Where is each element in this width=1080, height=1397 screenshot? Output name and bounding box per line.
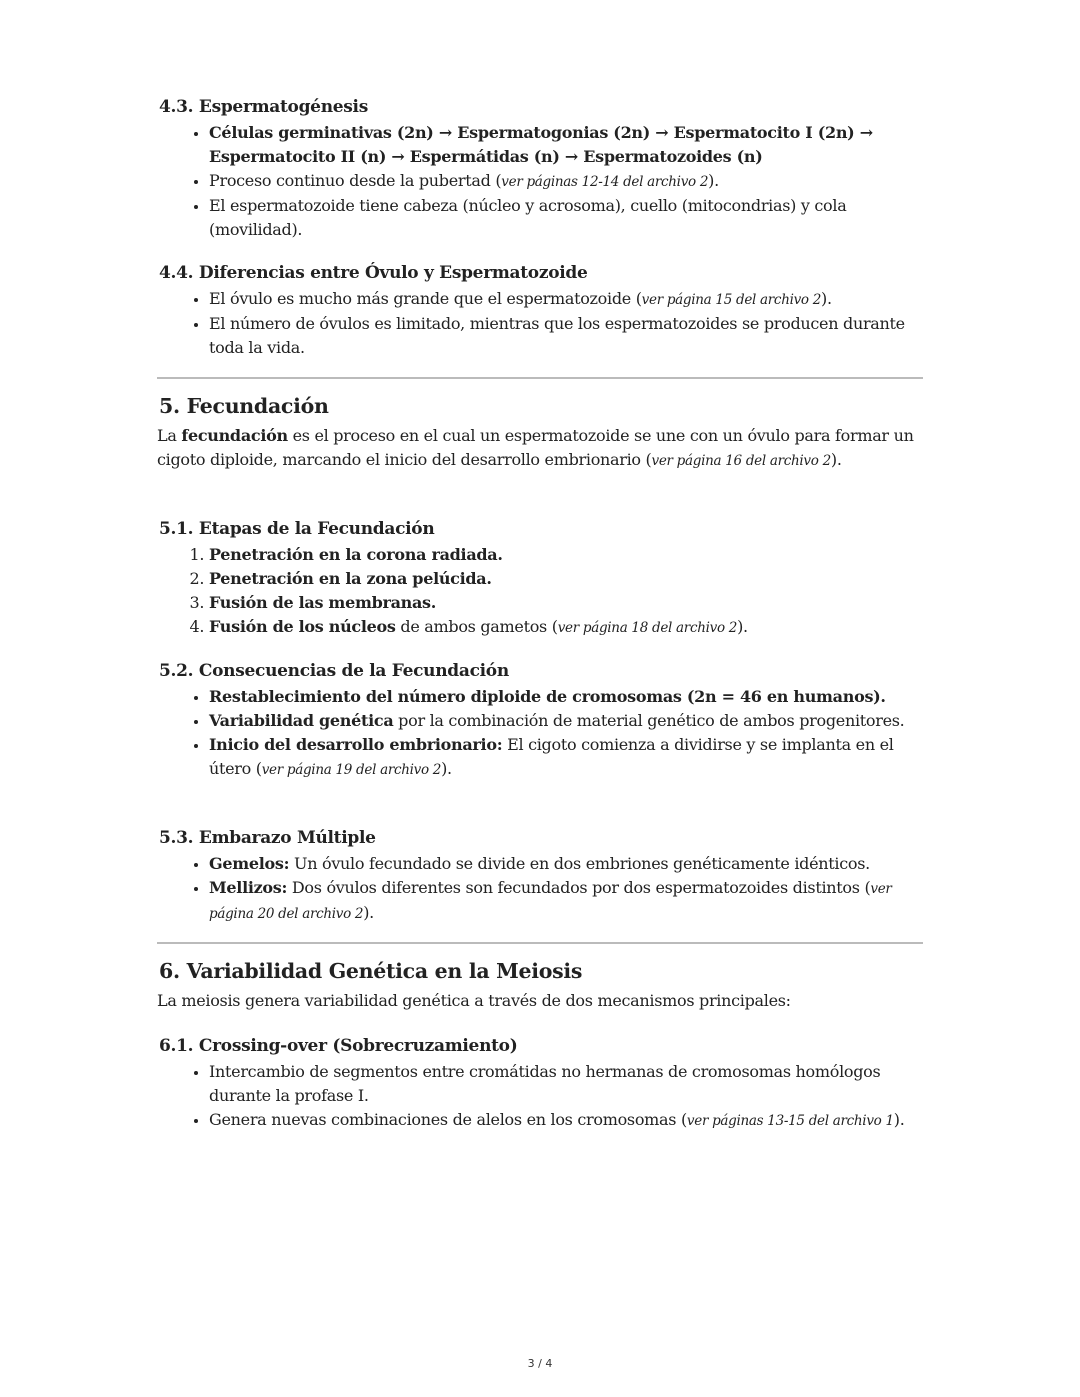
list-item: • Inicio del desarrollo embrionario: El cigoto comienza a dividirse y se implanta en el útero (ver página 19 del archivo 2). bbox=[209, 733, 925, 782]
section-6 bbox=[157, 957, 925, 1013]
list-item: 3. Fusión de las membranas. bbox=[209, 591, 925, 615]
list-item: • Proceso continuo desde la pubertad (ver páginas 12-14 del archivo 2). bbox=[209, 169, 925, 194]
section-heading: 4.3. Espermatogénesis bbox=[159, 97, 368, 117]
list-item: • El óvulo es mucho más grande que el espermatozoide (ver página 15 del archivo 2). bbox=[209, 287, 925, 312]
section-5-3 bbox=[157, 826, 925, 926]
section-4-3 bbox=[157, 95, 925, 242]
list-item: • Genera nuevas combinaciones de alelos en los cromosomas (ver páginas 13-15 del archivo 1). bbox=[209, 1108, 925, 1133]
list-item: • Células germinativas (2n) → Espermatogonias (2n) → Espermatocito I (2n) → Espermatocito II (n) → Espermátidas (n) → Espermatozoides (n) bbox=[209, 121, 925, 169]
section-4-4 bbox=[157, 261, 925, 360]
list-item: • Mellizos: Dos óvulos diferentes son fecundados por dos espermatozoides distintos (ver página 20 del archivo 2). bbox=[209, 876, 925, 926]
section-5-2 bbox=[157, 659, 925, 782]
list-item: • Intercambio de segmentos entre cromátidas no hermanas de cromosomas homólogos durante la profase I. bbox=[209, 1060, 925, 1108]
section-5 bbox=[157, 392, 925, 473]
section-heading: 5.2. Consecuencias de la Fecundación bbox=[159, 661, 509, 681]
section-heading: 5.3. Embarazo Múltiple bbox=[159, 828, 376, 848]
divider bbox=[157, 377, 923, 379]
list-item: • Gemelos: Un óvulo fecundado se divide en dos embriones genéticamente idénticos. bbox=[209, 852, 925, 876]
list-item: 4. Fusión de los núcleos de ambos gametos (ver página 18 del archivo 2). bbox=[209, 615, 925, 640]
list-item: 1. Penetración en la corona radiada. bbox=[209, 543, 925, 567]
section-6-1 bbox=[157, 1034, 925, 1133]
section-title: 5. Fecundación bbox=[159, 394, 329, 418]
section-heading: 4.4. Diferencias entre Óvulo y Espermatozoide bbox=[159, 263, 588, 283]
section-5-1 bbox=[157, 517, 925, 640]
list-item: • Restablecimiento del número diploide de cromosomas (2n = 46 en humanos). bbox=[209, 685, 925, 709]
list-item: • El espermatozoide tiene cabeza (núcleo y acrosoma), cuello (mitocondrias) y cola (movilidad). bbox=[209, 194, 925, 242]
section-heading: 6.1. Crossing-over (Sobrecruzamiento) bbox=[159, 1036, 518, 1056]
list-item: • Variabilidad genética por la combinación de material genético de ambos progenitores. bbox=[209, 709, 925, 733]
section-heading: 5.1. Etapas de la Fecundación bbox=[159, 519, 435, 539]
divider bbox=[157, 942, 923, 944]
list-item: • El número de óvulos es limitado, mientras que los espermatozoides se producen durante toda la vida. bbox=[209, 312, 925, 360]
list-item: 2. Penetración en la zona pelúcida. bbox=[209, 567, 925, 591]
paragraph: La meiosis genera variabilidad genética a través de dos mecanismos principales: bbox=[157, 991, 791, 1010]
page-number: 3 / 4 bbox=[527, 1357, 553, 1370]
paragraph: La fecundación es el proceso en el cual un espermatozoide se une con un óvulo para formar un cigoto diploide, marcando el inicio del desarrollo embrionario (ver página 16 del archivo 2). bbox=[157, 426, 914, 469]
section-title: 6. Variabilidad Genética en la Meiosis bbox=[159, 959, 583, 983]
